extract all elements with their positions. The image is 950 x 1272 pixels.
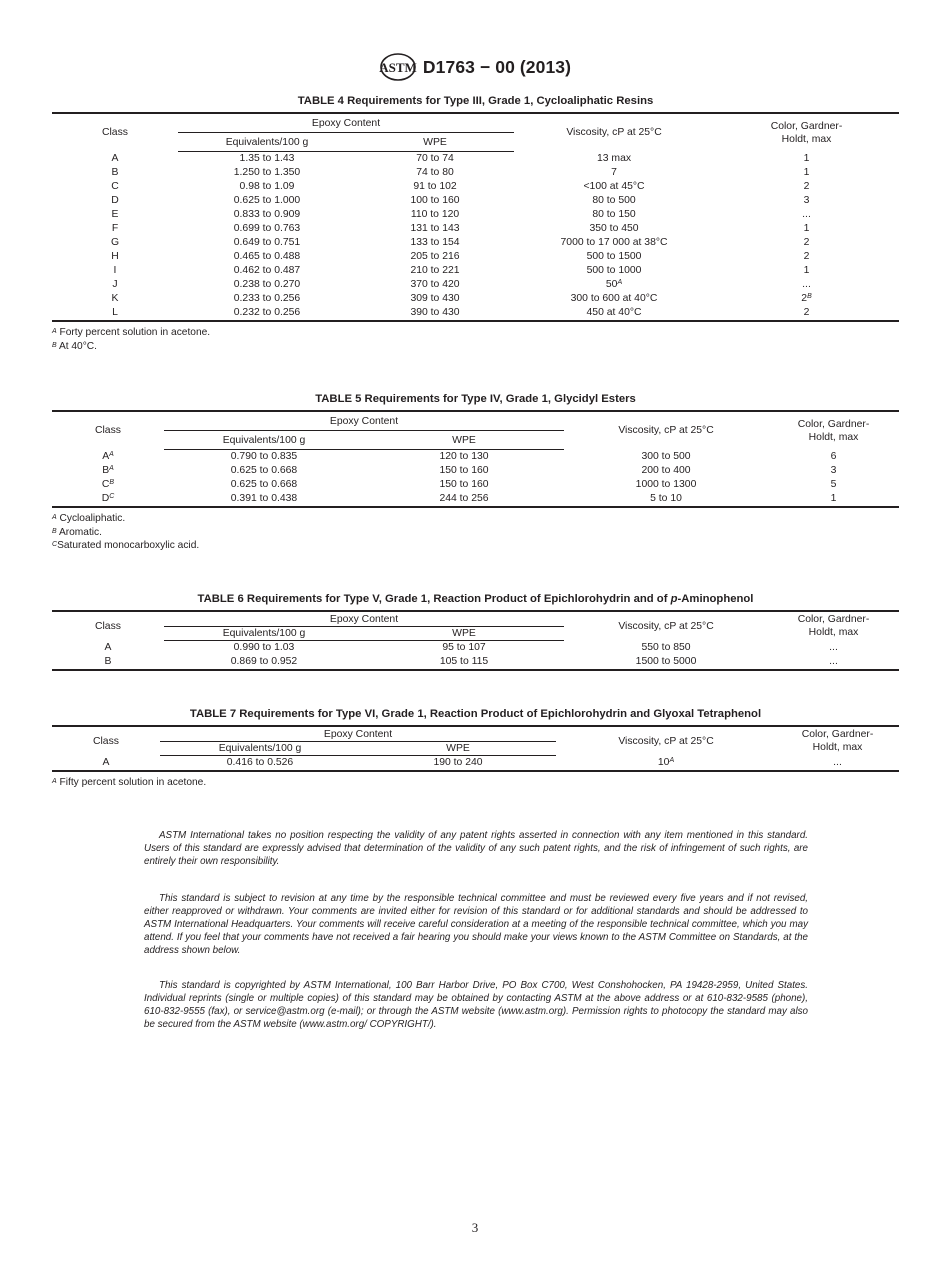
col-color: Color, Gardner- Holdt, max — [714, 113, 899, 152]
cell-class: L — [52, 306, 178, 321]
cell-equivalents: 0.462 to 0.487 — [233, 265, 301, 276]
footnote: $^A$ Cycloaliphatic. — [52, 513, 126, 524]
cell-equivalents: 0.232 to 0.256 — [178, 306, 356, 321]
footnote: $^B$ Aromatic. — [52, 526, 102, 538]
cell-equivalents: 0.990 to 1.03 — [233, 642, 295, 653]
cell-viscosity: 500 to 1000 — [586, 265, 642, 276]
col-epoxy-content: Epoxy Content — [164, 611, 564, 627]
table-7-title: TABLE 7 Requirements for Type VI, Grade 1, Reaction Product of Epichlorohydrin and Glyoxal Tetraphenol — [189, 708, 762, 720]
col-class: Class — [52, 611, 164, 641]
col-viscosity: Viscosity, cP at 25°C — [514, 113, 714, 152]
col-viscosity: Viscosity, cP at 25°C — [564, 611, 768, 641]
cell-color: 2 — [714, 306, 899, 321]
cell-color: 6 — [830, 450, 837, 462]
cell-class: E — [111, 209, 119, 220]
cell-color: 3 — [803, 195, 810, 206]
table-row — [52, 166, 899, 180]
col-color: Color, Gardner- Holdt, max — [776, 726, 899, 756]
cell-class: C — [111, 181, 119, 192]
cell-class: $A^A$ — [102, 450, 114, 462]
cell-class: $C^B$ — [101, 479, 115, 490]
table-6-title: TABLE 6 Requirements for Type V, Grade 1, Reaction Product of Epichlorohydrin and of p-Aminophenol — [197, 593, 754, 605]
cell-color: 1 — [803, 167, 810, 178]
cell-viscosity: 450 at 40°C — [514, 306, 714, 321]
cell-equivalents: 1.250 to 1.350 — [233, 167, 301, 178]
cell-wpe: 120 to 130 — [439, 451, 489, 462]
cell-equivalents: 0.869 to 0.952 — [164, 655, 364, 670]
cell-class: I — [113, 265, 117, 276]
cell-wpe: 205 to 216 — [410, 251, 460, 262]
table-row — [52, 222, 899, 236]
cell-equivalents: 0.233 to 0.256 — [233, 293, 301, 304]
cell-viscosity: 1000 to 1300 — [635, 479, 697, 490]
cell-viscosity: 350 to 450 — [589, 223, 639, 234]
cell-wpe: 91 to 102 — [413, 181, 457, 192]
cell-viscosity: 80 to 500 — [592, 195, 636, 206]
cell-class: A — [104, 641, 112, 653]
cell-equivalents: 0.416 to 0.526 — [160, 756, 360, 772]
col-class: Class — [52, 411, 164, 450]
table-row — [52, 292, 899, 306]
col-equivalents: Equivalents/100 g — [164, 431, 364, 450]
cell-wpe: 309 to 430 — [410, 293, 460, 304]
cell-class: J — [112, 279, 118, 290]
cell-equivalents: 0.391 to 0.438 — [164, 492, 364, 507]
cell-class: F — [111, 223, 119, 234]
cell-viscosity: 1500 to 5000 — [564, 655, 768, 670]
table-row — [52, 194, 899, 208]
cell-color: 2 — [803, 251, 810, 262]
cell-equivalents: 0.833 to 0.909 — [233, 209, 301, 220]
table-row — [52, 655, 899, 670]
cell-wpe: 105 to 115 — [364, 655, 564, 670]
table-4-footnotes — [52, 326, 899, 353]
table-5-body — [52, 450, 899, 508]
col-color: Color, Gardner- Holdt, max — [768, 411, 899, 450]
page-header — [0, 52, 950, 82]
cell-equivalents: 0.98 to 1.09 — [239, 181, 295, 192]
cell-equivalents: 0.699 to 0.763 — [233, 223, 301, 234]
cell-color: 2 — [803, 237, 810, 248]
cell-equivalents: 0.625 to 0.668 — [230, 465, 298, 476]
revision-notice: This standard is subject to revision at any time by the responsible technical committee and must be reviewed every five years and if not revised, either reapproved or withdrawn. Your comments are invited either for revision of this standard or for additional standards and should be addressed to ASTM International Headquarters. Your comments will receive careful consideration at a meeting of the responsible technical committee, which you may attend. If you feel that your comments have not received a fair hearing you should make your views known to the ASTM Committee on Standards, at the address shown below. — [144, 893, 808, 956]
table-5-footnotes — [52, 512, 899, 553]
table-5-title: TABLE 5 Requirements for Type IV, Grade 1, Glycidyl Esters — [315, 393, 636, 405]
cell-color: 2 — [803, 181, 810, 192]
cell-wpe: 244 to 256 — [364, 492, 564, 507]
svg-text:ASTM: ASTM — [379, 60, 417, 75]
table-7-footnotes — [52, 776, 899, 790]
cell-class: K — [111, 293, 119, 304]
table-7-body — [52, 756, 899, 772]
page-number: 3 — [471, 1220, 479, 1235]
cell-wpe: 131 to 143 — [410, 223, 460, 234]
col-equivalents: Equivalents/100 g — [178, 133, 356, 152]
cell-color: ... — [776, 756, 899, 772]
footnote: $^A$ Fifty percent solution in acetone. — [52, 777, 207, 788]
cell-wpe: 100 to 160 — [410, 195, 460, 206]
cell-color: ... — [802, 279, 811, 290]
table-7 — [52, 708, 899, 790]
cell-wpe: 95 to 107 — [442, 642, 486, 653]
cell-viscosity: <100 at 45°C — [583, 181, 645, 192]
cell-color: ... — [802, 209, 811, 220]
cell-class: H — [111, 251, 119, 262]
cell-viscosity: 7 — [611, 167, 617, 178]
table-row — [52, 264, 899, 278]
cell-wpe: 150 to 160 — [439, 465, 489, 476]
cell-wpe: 74 to 80 — [416, 167, 454, 178]
table-row — [52, 250, 899, 264]
cell-viscosity: 7000 to 17 000 at 38°C — [560, 237, 668, 248]
table-4-grid — [52, 112, 899, 322]
table-4-body — [52, 152, 899, 322]
cell-class: D — [111, 195, 119, 206]
cell-color: 5 — [830, 479, 837, 490]
table-row — [52, 306, 899, 321]
cell-color: ... — [829, 641, 838, 653]
footnote: $^B$ At 40°C. — [52, 340, 97, 352]
cell-viscosity: $50^A$ — [605, 279, 623, 290]
cell-color: 1 — [803, 152, 810, 164]
table-6-body — [52, 641, 899, 671]
table-4-title: TABLE 4 Requirements for Type III, Grade 1, Cycloaliphatic Resins — [297, 95, 654, 107]
cell-class: B — [111, 167, 119, 178]
table-row — [52, 756, 899, 772]
col-epoxy-content: Epoxy Content — [178, 113, 514, 133]
cell-color: $2^B$ — [801, 293, 812, 304]
cell-viscosity: $10^A$ — [556, 756, 776, 772]
copyright-notice: This standard is copyrighted by ASTM International, 100 Barr Harbor Drive, PO Box C700, West Conshohocken, PA 19428-2959, United States. Individual reprints (single or multiple copies) of this standard may be obtained by contacting ASTM at the above address or at 610-832-9585 (phone), 610-832-9555 (fax), or service@astm.org (e-mail); or through the ASTM website (www.astm.org). Permission rights to photocopy the standard may also be secured from the ASTM website (www.astm.org/ COPYRIGHT/). — [144, 980, 808, 1030]
col-wpe: WPE — [364, 431, 564, 450]
cell-equivalents: 0.625 to 1.000 — [233, 195, 301, 206]
astm-logo-icon — [379, 52, 417, 82]
cell-class: B — [52, 655, 164, 670]
cell-equivalents: 0.649 to 0.751 — [233, 237, 301, 248]
col-equivalents: Equivalents/100 g — [160, 742, 360, 756]
cell-viscosity: 13 max — [596, 152, 632, 164]
col-equivalents: Equivalents/100 g — [164, 627, 364, 641]
table-4 — [52, 95, 899, 353]
cell-viscosity: 550 to 850 — [641, 641, 691, 653]
col-wpe: WPE — [364, 627, 564, 641]
cell-viscosity: 80 to 150 — [592, 209, 636, 220]
cell-color: ... — [768, 655, 899, 670]
cell-viscosity: 300 to 600 at 40°C — [570, 293, 658, 304]
col-viscosity: Viscosity, cP at 25°C — [556, 726, 776, 756]
col-epoxy-content: Epoxy Content — [164, 411, 564, 431]
table-5-grid — [52, 410, 899, 508]
table-row — [52, 152, 899, 167]
col-wpe: WPE — [356, 133, 514, 152]
col-color: Color, Gardner- Holdt, max — [768, 611, 899, 641]
footnote: $^C$Saturated monocarboxylic acid. — [52, 540, 200, 551]
cell-color: 1 — [803, 223, 810, 234]
table-7-grid — [52, 725, 899, 772]
col-class: Class — [52, 113, 178, 152]
footnote: $^A$ Forty percent solution in acetone. — [52, 327, 211, 338]
col-viscosity: Viscosity, cP at 25°C — [564, 411, 768, 450]
cell-class: G — [110, 237, 120, 248]
cell-viscosity: 5 to 10 — [564, 492, 768, 507]
col-epoxy-content: Epoxy Content — [160, 726, 556, 742]
table-6 — [52, 593, 899, 671]
table-row — [52, 641, 899, 656]
cell-class: A — [111, 152, 119, 164]
cell-class: $B^A$ — [102, 465, 114, 476]
document-id: D1763 − 00 (2013) — [422, 56, 572, 77]
cell-wpe: 133 to 154 — [410, 237, 460, 248]
cell-wpe: 70 to 74 — [416, 153, 454, 164]
col-class: Class — [52, 726, 160, 756]
cell-equivalents: 0.790 to 0.835 — [230, 451, 298, 462]
cell-viscosity: 200 to 400 — [641, 465, 691, 476]
cell-color: 1 — [803, 265, 810, 276]
table-row — [52, 450, 899, 465]
cell-viscosity: 500 to 1500 — [586, 251, 642, 262]
table-row — [52, 478, 899, 492]
cell-wpe: 110 to 120 — [410, 209, 460, 220]
table-row — [52, 492, 899, 507]
cell-equivalents: 0.238 to 0.270 — [233, 279, 301, 290]
cell-equivalents: 0.625 to 0.668 — [230, 479, 298, 490]
cell-wpe: 190 to 240 — [360, 756, 556, 772]
cell-color: 1 — [768, 492, 899, 507]
cell-viscosity: 300 to 500 — [641, 450, 691, 462]
table-5 — [52, 393, 899, 553]
cell-class: A — [52, 756, 160, 772]
cell-wpe: 210 to 221 — [410, 265, 460, 276]
col-wpe: WPE — [360, 742, 556, 756]
cell-wpe: 150 to 160 — [439, 479, 489, 490]
patent-notice: ASTM International takes no position respecting the validity of any patent rights asserted in connection with any item mentioned in this standard. Users of this standard are expressly advised that determination of the validity of any such patent rights, and the risk of infringement of such rights, are entirely their own responsibility. — [144, 830, 808, 867]
cell-color: 3 — [830, 465, 837, 476]
table-row — [52, 208, 899, 222]
table-row — [52, 464, 899, 478]
cell-wpe: 390 to 430 — [356, 306, 514, 321]
table-row — [52, 236, 899, 250]
cell-equivalents: 1.35 to 1.43 — [239, 153, 295, 164]
cell-class: $D^C$ — [52, 492, 164, 507]
table-row — [52, 180, 899, 194]
table-6-grid — [52, 610, 899, 671]
cell-equivalents: 0.465 to 0.488 — [233, 251, 301, 262]
table-row — [52, 278, 899, 292]
cell-wpe: 370 to 420 — [410, 279, 460, 290]
